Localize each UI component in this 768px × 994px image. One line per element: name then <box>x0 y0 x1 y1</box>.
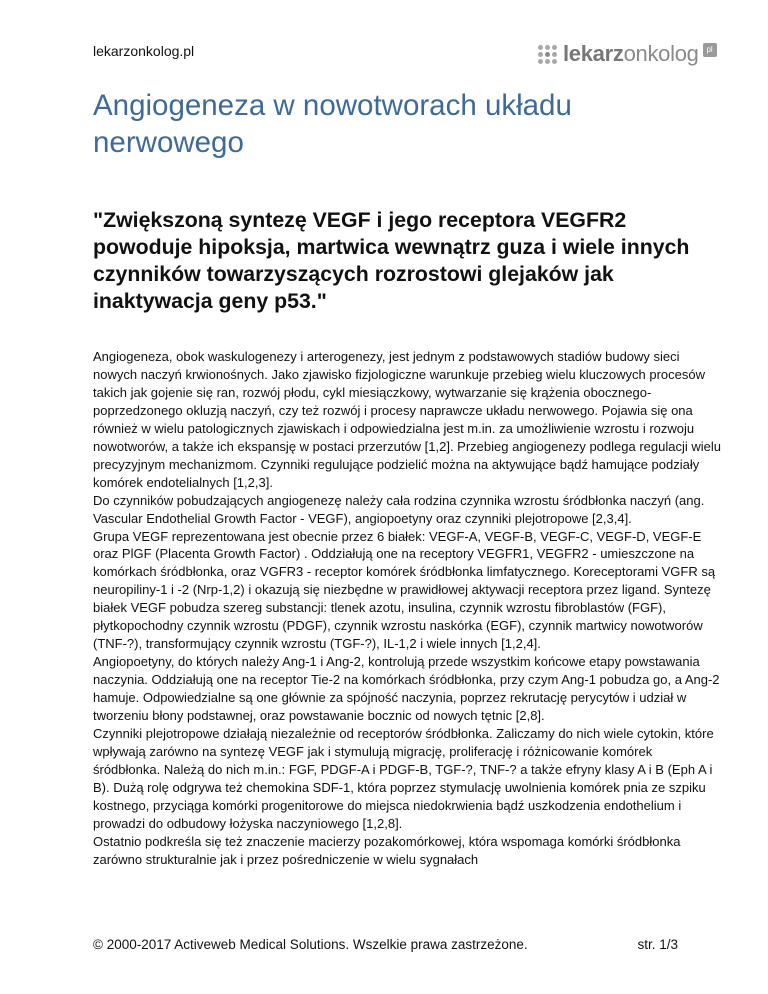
paragraph: Angiogeneza, obok waskulogenezy i arterogenezy, jest jednym z podstawowych stadiów budowy sieci nowych naczyń krwionośnych. Jako zjawisko fizjologiczne warunkuje przebieg wielu kluczowych procesów takich jak gojenie się ran, rozwój płodu, cykl miesiączkowy, wytwarzanie się krążenia obocznego- poprzedzonego okluzją naczyń, czy też rozwój i procesy naprawcze układu nerwowego. Pojawia się ona również w wielu patologicznych zjawiskach i odpowiedzialna jest m.in. za umożliwienie wzrostu i rozwoju nowotworów, a także ich ekspansję w postaci przerzutów [1,2]. Przebieg angiogenezy podlega regulacji wielu precyzyjnym mechanizmom. Czynniki regulujące podzielić można na aktywujące bądź hamujące podziały komórek endotelialnych [1,2,3]. <box>93 349 721 490</box>
site-url: lekarzonkolog.pl <box>93 43 195 59</box>
logo-word-light: onkolog <box>623 41 699 66</box>
footer-copyright: © 2000-2017 Activeweb Medical Solutions. Wszelkie prawa zastrzeżone. <box>93 937 528 952</box>
page-title: Angiogeneza w nowotworach układu nerwowego <box>93 89 572 159</box>
paragraph: Czynniki plejotropowe działają niezależnie od receptorów śródbłonka. Zaliczamy do nich wiele cytokin, które wpływają zarówno na syntezę VEGF jak i stymulują migrację, proliferację i różnicowanie komórek śródbłonka. Należą do nich m.in.: FGF, PDGF-A i PDGF-B, TGF-?, TNF-? a także efryny klasy A i B (Eph A i B). Dużą rolę odgrywa też chemokina SDF-1, która poprzez stymulację uwolnienia komórek pnia ze szpiku kostnego, przyciąga komórki progenitorowe do miejsca niedokrwienia bądź uszkodzenia endothelium i prowadzi do odbudowy łożyska naczyniowego [1,2,8]. <box>93 726 714 831</box>
site-logo[interactable] <box>538 41 717 67</box>
logo-badge: pl <box>703 43 717 57</box>
paragraph: Do czynników pobudzających angiogenezę należy cała rodzina czynnika wzrostu śródbłonka naczyń (ang. Vascular Endothelial Growth Factor - VEGF), angiopoetyny oraz czynniki plejotropowe [2,3,4]. <box>93 492 705 526</box>
paragraph: Ostatnio podkreśla się też znaczenie macierzy pozakomórkowej, która wspomaga komórki śródbłonka zarówno strukturalnie jak i przez pośredniczenie w wielu sygnałach <box>93 833 681 867</box>
paragraph: Grupa VEGF reprezentowana jest obecnie przez 6 białek: VEGF-A, VEGF-B, VEGF-C, VEGF-D, VEGF-E oraz PlGF (Placenta Growth Factor) . Oddziałują one na receptory VEGFR1, VEGFR2 - umieszczone na komórkach śródbłonka, oraz VGFR3 - receptor komórek śródbłonka limfatycznego. Koreceptorami VGFR są neuropiliny-1 i -2 (Nrp-1,2) i okazują się niezbędne w prawidłowej aktywacji receptora przez ligand. Syntezę białek VEGF pobudza szereg substancji: tlenek azotu, insulina, czynnik wzrostu fibroblastów (FGF), płytkopochodny czynnik wzrostu (PDGF), czynnik wzrostu naskórka (EGF), czynnik martwicy nowotworów (TNF-?), transformujący czynnik wzrostu (TGF-?), IL-1,2 i wiele innych [1,2,4]. <box>93 528 716 652</box>
page-number: str. 1/3 <box>637 937 678 952</box>
lead-quote: "Zwiększoną syntezę VEGF i jego receptora VEGFR2 powoduje hipoksja, martwica wewnątrz guza i wiele innych czynników towarzyszących rozrostowi glejaków jak inaktywacja geny p53." <box>93 208 690 313</box>
logo-wordmark <box>563 41 699 67</box>
logo-word-bold: lekarz <box>563 41 624 66</box>
logo-dots-icon <box>538 45 557 64</box>
paragraph: Angiopoetyny, do których należy Ang-1 i Ang-2, kontrolują przede wszystkim końcowe etapy powstawania naczynia. Oddziałują one na receptor Tie-2 na komórkach śródbłonka, przy czym Ang-1 pobudza go, a Ang-2 hamuje. Odpowiedzialne są one głównie za spójność naczynia, poprzez rekrutację perycytów i udział w tworzeniu błony podstawnej, oraz powstawanie bocznic od nowych tętnic [2,8]. <box>93 654 720 724</box>
article-body <box>93 348 723 869</box>
